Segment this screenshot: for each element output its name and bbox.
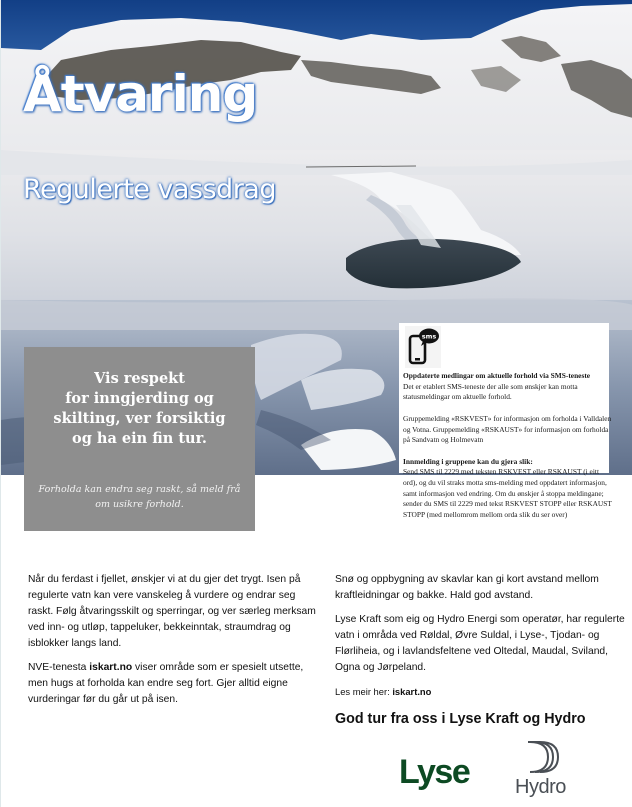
sms-signup-text: Send SMS til 2229 med teksten RSKVEST eller RSKAUST (i eitt ord), og du vil straks motta sms-melding med oppdatert informasjon, samt informasjon ved endring. Om du ønskjer å stoppa meldingane; sender du SMS til 2229 med tekst RSKVEST STOPP eller RSKAUST STOPP (med mellomrom mellom orda slik du ser over): [403, 467, 612, 520]
sms-heading: Oppdaterte medlingar om aktuelle forhold via SMS-teneste: [403, 371, 591, 380]
hydro-arcs-icon: [526, 740, 562, 774]
nve-text: viser område som er spesielt utsette, men hugs at forholda kan endre seg fort. Gjer alltid eigne vurderingar før du går ut på isen.: [28, 662, 304, 705]
left-text-column: [28, 572, 318, 716]
read-more-label: Les meir her:: [335, 686, 393, 697]
safety-paragraph: Når du ferdast i fjellet, ønskjer vi at du gjer det trygt. Isen på regulerte vatn kan vere vanskeleg å vurdere og endrar seg raskt. Følg åtvaringsskilt og sperringar, og ver særleg merksam ved inn- og utløp, tappeluker, bekkeinntak, straumdrag og isblokker langs land.: [28, 574, 316, 649]
respect-message: [24, 369, 255, 449]
hero-subtitle: Regulerte vassdrag: [23, 174, 276, 205]
nve-paragraph: [28, 660, 318, 708]
respect-line: Vis respekt: [94, 370, 185, 387]
sms-phone-icon: [405, 326, 441, 368]
nve-text: NVE-tenesta: [28, 662, 90, 673]
right-text-column: [335, 572, 632, 708]
sms-intro: Det er etablert SMS-teneste der alle som ønskjer kan motta statusmeldingar om aktuelle forhold.: [403, 381, 578, 402]
respect-line: og ha ein fin tur.: [72, 430, 207, 447]
hydro-logo: Hydro: [515, 776, 566, 798]
hero-title: Åtvaring: [23, 65, 258, 123]
operator-paragraph: Lyse Kraft som eig og Hydro Energi som operatør, har regulerte vatn i områda ved Røldal, Øvre Suldal, i Lyse-, Tjodan- og Flørliheia, og i lavlandsfeltene ved Oltedal, Maudal, Sviland, Ogna og Jørpeland.: [335, 614, 625, 673]
read-more: [335, 684, 632, 700]
sms-info-text: [403, 371, 613, 521]
closing-line: God tur fra oss i Lyse Kraft og Hydro: [335, 711, 586, 727]
respect-line: skilting, ver forsiktig: [53, 410, 226, 427]
sms-signup-heading: Innmelding i gruppene kan du gjera slik:: [403, 456, 533, 466]
powerline-paragraph: Snø og oppbygning av skavlar kan gi kort avstand mellom kraftleidningar og bakke. Hald god avstand.: [335, 574, 599, 601]
lyse-logo: Lyse: [399, 753, 470, 791]
respect-line: for inngjerding og: [65, 390, 214, 407]
read-more-link[interactable]: iskart.no: [392, 686, 432, 697]
respect-callout-box: [24, 347, 255, 531]
sms-badge-text: sms: [421, 332, 437, 341]
iskart-link[interactable]: iskart.no: [89, 662, 133, 673]
sms-groups: Gruppemelding «RSKVEST» for informasjon om forholda i Valldalen og Votna. Gruppemelding «RSKAUST» for informasjon om forholda på Sandvatn og Holmevatn: [403, 413, 612, 445]
respect-note: Forholda kan endra seg raskt, så meld frå om usikre forhold.: [38, 484, 241, 510]
